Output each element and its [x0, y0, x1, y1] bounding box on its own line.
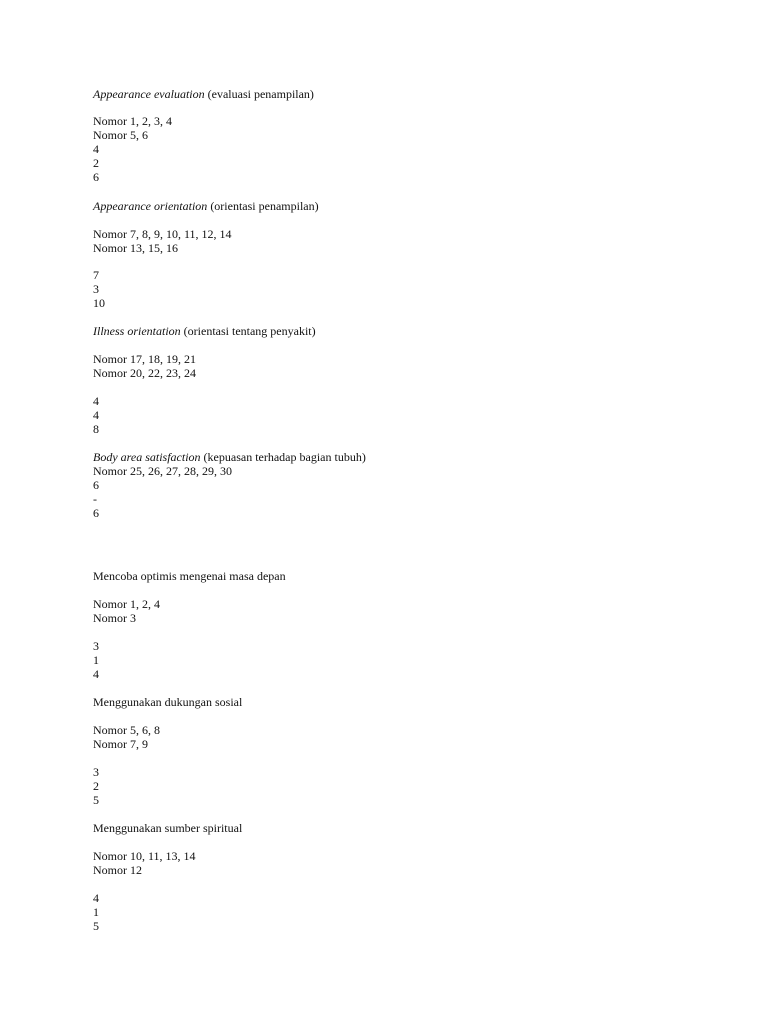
- section-heading: Menggunakan dukungan sosial: [93, 695, 243, 709]
- item-numbers: Nomor 20, 22, 23, 24: [93, 366, 196, 380]
- score-total: 5: [93, 919, 99, 933]
- score-value: 3: [93, 282, 99, 296]
- heading-italic: Body area satisfaction: [93, 450, 201, 464]
- score-value: -: [93, 492, 97, 506]
- score-total: 4: [93, 667, 99, 681]
- score-total: 6: [93, 506, 99, 520]
- item-numbers: Nomor 5, 6, 8: [93, 723, 160, 737]
- score-value: 3: [93, 765, 99, 779]
- section-heading: [93, 450, 366, 464]
- score-value: 2: [93, 779, 99, 793]
- score-value: 1: [93, 653, 99, 667]
- section-heading: [93, 324, 316, 338]
- score-total: 6: [93, 170, 99, 184]
- score-value: 4: [93, 408, 99, 422]
- heading-italic: Appearance orientation: [93, 199, 208, 213]
- item-numbers: Nomor 10, 11, 13, 14: [93, 849, 196, 863]
- score-value: 4: [93, 891, 99, 905]
- item-numbers: Nomor 7, 9: [93, 737, 148, 751]
- heading-italic: Illness orientation: [93, 324, 181, 338]
- item-numbers: Nomor 12: [93, 863, 142, 877]
- item-numbers: Nomor 5, 6: [93, 128, 148, 142]
- section-heading: [93, 87, 314, 101]
- score-value: 4: [93, 394, 99, 408]
- score-value: 7: [93, 268, 99, 282]
- section-heading: [93, 199, 319, 213]
- score-total: 10: [93, 296, 105, 310]
- score-value: 6: [93, 478, 99, 492]
- heading-rest: (orientasi penampilan): [207, 199, 319, 213]
- item-numbers: Nomor 13, 15, 16: [93, 241, 178, 255]
- section-heading: Menggunakan sumber spiritual: [93, 821, 243, 835]
- section-heading: Mencoba optimis mengenai masa depan: [93, 569, 286, 583]
- item-numbers: Nomor 1, 2, 3, 4: [93, 114, 172, 128]
- heading-rest: (kepuasan terhadap bagian tubuh): [200, 450, 366, 464]
- score-value: 3: [93, 639, 99, 653]
- item-numbers: Nomor 1, 2, 4: [93, 597, 160, 611]
- item-numbers: Nomor 3: [93, 611, 136, 625]
- item-numbers: Nomor 17, 18, 19, 21: [93, 352, 196, 366]
- heading-rest: (orientasi tentang penyakit): [180, 324, 316, 338]
- score-total: 8: [93, 422, 99, 436]
- score-total: 5: [93, 793, 99, 807]
- heading-italic: Appearance evaluation: [93, 87, 205, 101]
- item-numbers: Nomor 7, 8, 9, 10, 11, 12, 14: [93, 227, 232, 241]
- score-value: 1: [93, 905, 99, 919]
- item-numbers: Nomor 25, 26, 27, 28, 29, 30: [93, 464, 232, 478]
- heading-rest: (evaluasi penampilan): [204, 87, 314, 101]
- score-value: 4: [93, 142, 99, 156]
- score-value: 2: [93, 156, 99, 170]
